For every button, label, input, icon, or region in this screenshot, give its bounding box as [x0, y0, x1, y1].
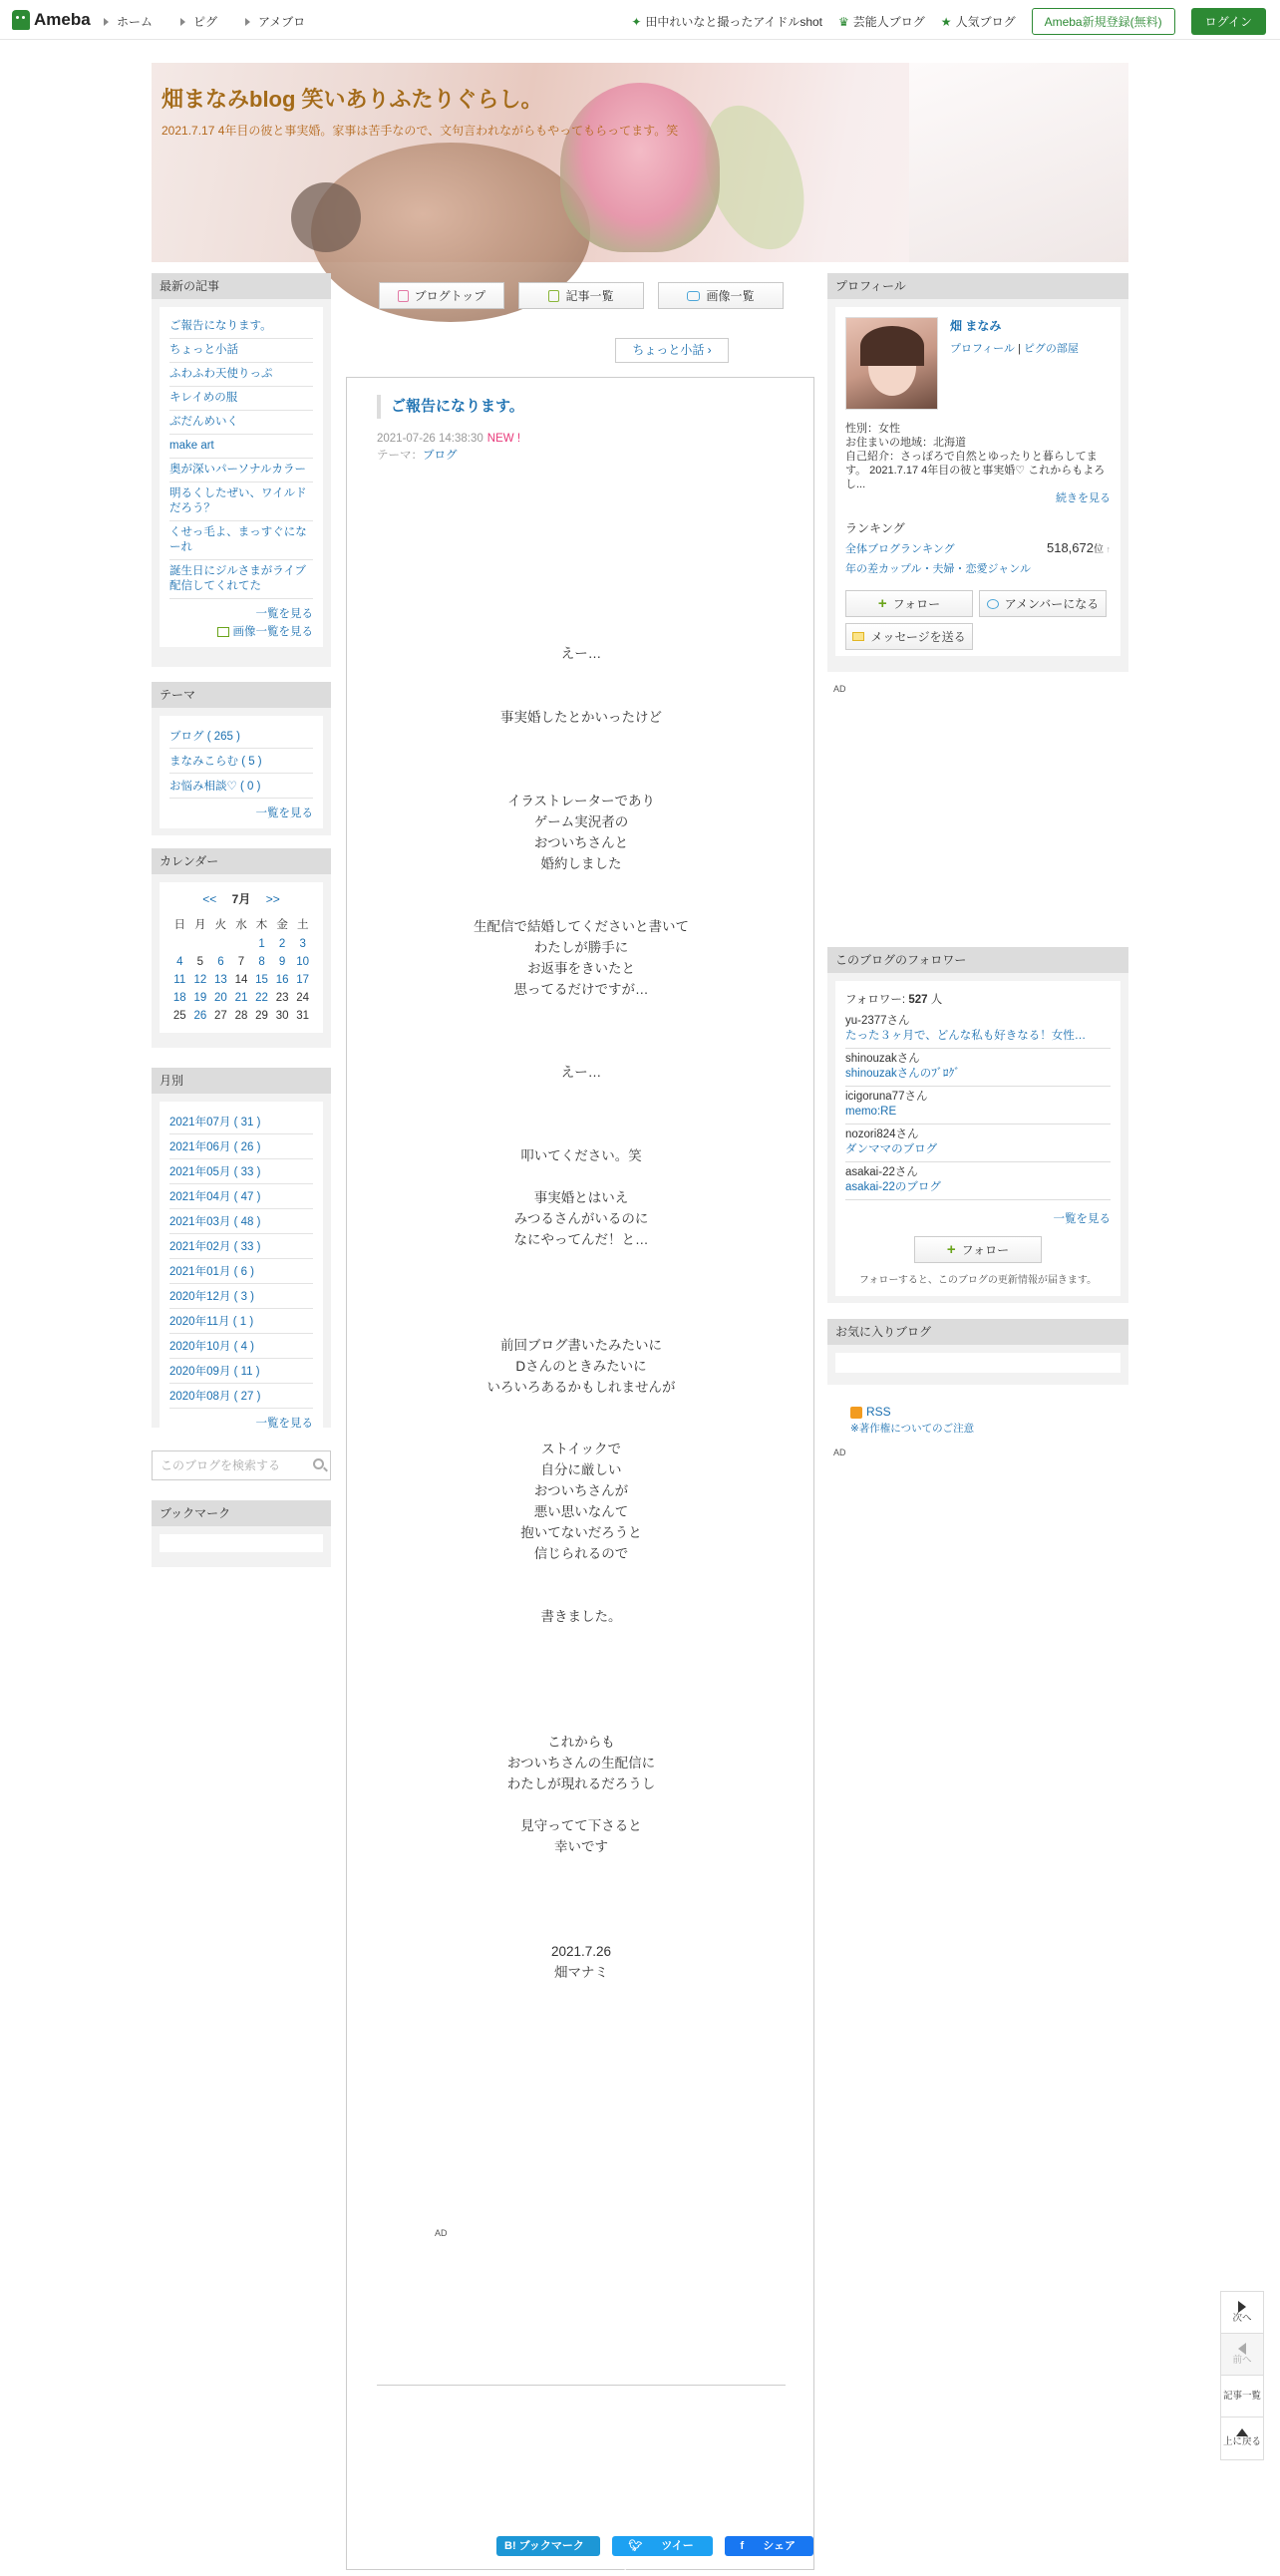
profile-details	[845, 422, 1111, 505]
recent-articles-list	[169, 315, 313, 599]
article-list-float[interactable]: 記事一覧	[1221, 2376, 1263, 2417]
article-paragraph: ストイックで 自分に厳しい おついちさんが 悪い思いなんて 抱いてないだろうと 信じられるので	[520, 1442, 642, 1561]
monthly-item[interactable]: 2020年10月 ( 4 )	[169, 1334, 313, 1359]
prev-article-float: 前へ	[1221, 2334, 1263, 2376]
up-arrow-icon	[1236, 2428, 1248, 2436]
register-button[interactable]: Ameba新規登録(無料)	[1032, 8, 1175, 35]
calendar-month: 7月	[231, 892, 251, 906]
profile-gender: 性別：女性	[845, 423, 900, 435]
article-theme-link[interactable]: ブログ	[423, 450, 458, 462]
follower-item	[845, 1087, 1111, 1125]
follow-button[interactable]: + フォロー	[845, 590, 973, 617]
profile-links: プロフィール | ピグの部屋	[950, 343, 1079, 355]
recent-article-item[interactable]: make art	[169, 435, 313, 459]
monthly-item[interactable]: 2020年08月 ( 27 )	[169, 1384, 313, 1409]
calendar-weekdays: 日 月 火 水 木 金 土	[173, 919, 309, 931]
image-more-link[interactable]: 画像一覧を見る	[232, 626, 313, 638]
followers-panel	[827, 947, 1128, 1303]
article-paragraph: えー…	[560, 646, 602, 661]
follower-blog-link[interactable]: memo:RE	[845, 1106, 897, 1118]
search-placeholder: このブログを検索する	[160, 1458, 281, 1472]
follower-user: yu-2377さん	[845, 1015, 910, 1027]
article-divider	[377, 2385, 786, 2386]
article-paragraph: 前回ブログ書いたみたいに Dさんのときみたいに いろいろあるかもしれませんが	[486, 1338, 676, 1395]
ranking-genre-link[interactable]: 年の差カップル・夫婦・恋愛ジャンル	[845, 563, 1031, 575]
monthly-item[interactable]: 2021年07月 ( 31 )	[169, 1110, 313, 1134]
celebrity-blog-link[interactable]: ♛ 芸能人ブログ	[838, 15, 925, 29]
theme-item[interactable]: お悩み相談♡ ( 0 )	[169, 774, 313, 799]
calendar-body	[160, 882, 323, 1033]
calendar-day: 31	[296, 1010, 310, 1022]
monthly-item[interactable]: 2020年09月 ( 11 )	[169, 1359, 313, 1384]
monthly-panel	[152, 1068, 331, 1428]
pigg-room-link[interactable]: ピグの部屋	[1023, 343, 1079, 355]
calendar-grid	[169, 913, 313, 1025]
recent-articles-body	[160, 307, 323, 647]
monthly-item[interactable]: 2021年03月 ( 48 )	[169, 1209, 313, 1234]
new-badge: NEW !	[486, 433, 521, 445]
ad-label: AD	[435, 2228, 448, 2238]
nav-ameblo[interactable]: アメブロ	[245, 13, 305, 30]
document-icon	[398, 290, 409, 302]
next-article-button[interactable]: ちょっと小話 ›	[615, 338, 729, 363]
arrow-icon	[104, 18, 109, 26]
rss-icon	[850, 1407, 862, 1419]
calendar-day: 14	[234, 974, 248, 986]
calendar-day[interactable]: 16	[275, 974, 289, 986]
followers-heading: このブログのフォロワー	[827, 947, 1128, 973]
recent-article-item[interactable]: キレイめの服	[169, 387, 313, 411]
crown-icon: ♛	[838, 15, 849, 29]
message-button[interactable]: メッセージを送る	[845, 623, 973, 650]
follower-blog-link[interactable]: たった３ヶ月で、どんな私も好きなる！女性…	[845, 1030, 1087, 1042]
calendar-day[interactable]: 11	[173, 974, 186, 986]
article	[346, 377, 814, 2570]
popular-blog-link[interactable]: ★ 人気ブログ	[940, 15, 1016, 29]
hatena-bookmark-button[interactable]: B! ブックマーク 0	[496, 2536, 600, 2556]
monthly-item[interactable]: 2021年02月 ( 33 )	[169, 1234, 313, 1259]
back-to-top-float[interactable]: 上に戻る	[1221, 2417, 1263, 2459]
amember-icon	[987, 599, 999, 609]
blog-title[interactable]: 畑まなみblog 笑いありふたりぐらし。	[161, 87, 543, 112]
followers-more-link[interactable]: 一覧を見る	[1053, 1213, 1111, 1225]
star-icon: ✦	[631, 15, 642, 29]
star-icon: ★	[940, 15, 952, 29]
article-paragraph: イラストレーターであり ゲーム実況者の おついちさんと 婚約しました	[506, 794, 656, 871]
monthly-item[interactable]: 2021年04月 ( 47 )	[169, 1184, 313, 1209]
calendar-day: 24	[296, 992, 310, 1004]
profile-link[interactable]: プロフィール	[950, 343, 1015, 355]
calendar-panel	[152, 848, 331, 1048]
calendar-day[interactable]: 15	[255, 974, 268, 986]
followers-body	[835, 981, 1120, 1296]
ranking-unit: 位	[1093, 544, 1104, 555]
calendar-day: 5	[196, 956, 204, 968]
theme-more-wrap	[169, 799, 313, 820]
monthly-item[interactable]: 2021年01月 ( 6 )	[169, 1259, 313, 1284]
logo-text: Ameba	[34, 10, 91, 29]
recent-article-item[interactable]: 誕生日にジルさまがライブ配信してくれてた	[169, 560, 313, 599]
bookmark-heading: ブックマーク	[152, 1500, 331, 1526]
calendar-day: 30	[275, 1010, 289, 1022]
calendar-nav	[169, 890, 313, 907]
ranking-label: ランキング	[845, 521, 905, 535]
recent-article-item[interactable]: 明るくしたぜい、ワイルドだろう？	[169, 483, 313, 521]
follower-item	[845, 1162, 1111, 1200]
follower-item	[845, 1049, 1111, 1087]
calendar-day[interactable]: 3	[299, 938, 306, 950]
theme-item[interactable]: まなみこらむ ( 5 )	[169, 749, 313, 774]
follower-user: nozori824さん	[845, 1128, 919, 1140]
follower-list	[845, 1011, 1111, 1200]
article-paragraph: 書きました。	[540, 1609, 622, 1624]
hamster-ear-image	[291, 182, 361, 252]
article-paragraph: 叩いてください。笑	[520, 1148, 642, 1163]
calendar-day[interactable]: 1	[258, 938, 265, 950]
calendar-day[interactable]: 4	[176, 956, 183, 968]
article-paragraph: これからも おついちさんの生配信に わたしが現れるだろうし	[506, 1735, 656, 1791]
article-meta	[377, 431, 520, 465]
monthly-heading: 月別	[152, 1068, 331, 1094]
follower-blog-link[interactable]: shinouzakさんのﾌﾞﾛｸﾞ	[845, 1068, 961, 1080]
monthly-list	[169, 1110, 313, 1409]
profile-body	[835, 307, 1120, 656]
follower-item	[845, 1011, 1111, 1049]
calendar-day: 7	[237, 956, 245, 968]
search-icon[interactable]	[313, 1458, 324, 1469]
ranking-value: 518,672	[1046, 540, 1094, 555]
next-article-float[interactable]: 次へ	[1221, 2292, 1263, 2334]
recent-more-wrap	[169, 599, 313, 621]
image-more-wrap	[169, 621, 313, 639]
calendar-day[interactable]: 8	[258, 956, 265, 968]
follower-blog-link[interactable]: ダンママのブログ	[845, 1143, 938, 1155]
calendar-heading: カレンダー	[152, 848, 331, 874]
calendar-day[interactable]: 19	[193, 992, 207, 1004]
recent-articles-panel	[152, 273, 331, 667]
monthly-body	[160, 1102, 323, 1439]
monthly-item[interactable]: 2020年12月 ( 3 )	[169, 1284, 313, 1309]
profile-actions	[845, 590, 1111, 617]
share-bar	[496, 2536, 813, 2572]
calendar-day[interactable]: 12	[193, 974, 207, 986]
back-icon	[1238, 2343, 1246, 2355]
envelope-icon	[852, 632, 864, 641]
article-list-button[interactable]: 記事一覧	[518, 282, 644, 309]
list-icon	[548, 290, 559, 302]
login-button[interactable]: ログイン	[1191, 8, 1266, 35]
nav-pigg[interactable]: ピグ	[180, 13, 217, 30]
flower-image	[560, 83, 720, 252]
theme-item[interactable]: ブログ ( 265 )	[169, 724, 313, 749]
play-icon	[1238, 2301, 1246, 2313]
monthly-item[interactable]: 2021年06月 ( 26 )	[169, 1134, 313, 1159]
profile-more-link[interactable]: 続きを見る	[1056, 492, 1111, 504]
calendar-day[interactable]: 6	[217, 956, 224, 968]
blog-nav-buttons	[379, 282, 784, 309]
theme-body	[160, 716, 323, 828]
arrow-icon	[245, 18, 250, 26]
follower-item	[845, 1125, 1111, 1162]
amember-button[interactable]: アメンバーになる	[979, 590, 1107, 617]
profile-name[interactable]: 畑 まなみ	[950, 319, 1002, 333]
recent-article-item[interactable]: くせっ毛よ、まっすぐになーれ	[169, 521, 313, 560]
profile-intro: 自己紹介：さっぽろで自然とゆったりと暮らしてます。 2021.7.17 4年目の彼と事実婚♡ これからもよろし...	[845, 451, 1106, 490]
calendar-day[interactable]: 21	[234, 992, 248, 1004]
theme-panel	[152, 682, 331, 835]
calendar-day: 28	[234, 1010, 248, 1022]
follower-user: icigoruna77さん	[845, 1091, 928, 1103]
article-paragraph: 事実婚とはいえ みつるさんがいるのに なにやってんだ！と…	[513, 1190, 649, 1247]
follower-count: フォロワー: 527 人	[845, 994, 943, 1006]
recent-articles-heading: 最新の記事	[152, 273, 331, 299]
nav-home[interactable]: ホーム	[104, 13, 153, 30]
theme-more-link[interactable]: 一覧を見る	[255, 807, 313, 819]
image-list-icon	[217, 627, 229, 637]
favorites-body	[835, 1353, 1120, 1373]
article-paragraph: えー…	[560, 1065, 602, 1080]
article-paragraph: 事実婚したとかいったけど	[500, 710, 662, 725]
calendar-day: 27	[214, 1010, 227, 1022]
recent-article-item[interactable]: ふわふわ天使りっぷ	[169, 363, 313, 387]
monthly-item[interactable]: 2020年11月 ( 1 )	[169, 1309, 313, 1334]
top-bar	[0, 0, 1280, 40]
copyright-note-link[interactable]: ※著作権についてのご注意	[850, 1423, 975, 1435]
bookmark-body	[160, 1534, 323, 1552]
top-right	[631, 8, 1266, 35]
follower-blog-link[interactable]: asakai-22のブログ	[845, 1181, 941, 1193]
theme-list	[169, 724, 313, 799]
arrow-icon	[180, 18, 185, 26]
profile-info	[950, 317, 1079, 356]
calendar-day[interactable]: 22	[255, 992, 268, 1004]
profile-panel	[827, 273, 1128, 672]
recent-article-item[interactable]: ご報告になります。	[169, 315, 313, 339]
article-theme-label: テーマ：	[377, 450, 423, 462]
recent-article-item[interactable]: ちょっと小話	[169, 339, 313, 363]
calendar-day[interactable]: 20	[214, 992, 227, 1004]
ad-label: AD	[833, 684, 846, 694]
calendar-day[interactable]: 17	[296, 974, 310, 986]
calendar-day[interactable]: 9	[278, 956, 286, 968]
rss-link[interactable]: RSS	[850, 1405, 974, 1419]
tweet-button[interactable]: 🐦︎ ツイート	[612, 2536, 712, 2556]
profile-heading: プロフィール	[827, 273, 1128, 299]
calendar-day[interactable]: 13	[214, 974, 227, 986]
rss-block	[850, 1405, 974, 1436]
calendar-day[interactable]: 18	[172, 992, 186, 1004]
calendar-day[interactable]: 26	[193, 1010, 207, 1022]
blog-description: 2021.7.17 4年目の彼と事実婚。家事は苦手なので、文句言われながらもやってもらってます。笑	[161, 124, 679, 138]
ranking-row	[845, 540, 1111, 556]
monthly-item[interactable]: 2021年05月 ( 33 )	[169, 1159, 313, 1184]
calendar-day: 23	[275, 992, 289, 1004]
article-date: 2021-07-26 14:38:30	[377, 433, 483, 445]
follow-note: フォローすると、このブログの更新情報が届きます。	[858, 1275, 1098, 1286]
article-paragraph: 2021.7.26 畑マナミ	[550, 1944, 612, 1980]
ranking-arrow-icon: ↑	[1103, 544, 1111, 554]
follow-button-bottom[interactable]: + フォロー	[914, 1236, 1042, 1263]
recent-more-link[interactable]: 一覧を見る	[255, 608, 313, 620]
favorites-heading: お気に入りブログ	[827, 1319, 1128, 1345]
monthly-more-wrap	[169, 1409, 313, 1431]
profile-area: お住まいの地域：北海道	[845, 437, 966, 449]
image-list-button[interactable]: 画像一覧	[658, 282, 784, 309]
monthly-more-link[interactable]: 一覧を見る	[255, 1418, 313, 1430]
ad-label: AD	[833, 1448, 846, 1457]
article-title[interactable]: ご報告になります。	[377, 395, 524, 419]
blog-header-banner	[152, 63, 1128, 262]
facebook-icon: f	[740, 2540, 748, 2552]
calendar-day[interactable]: 2	[278, 938, 286, 950]
follower-user: shinouzakさん	[845, 1053, 920, 1065]
ranking-all-link[interactable]: 全体ブログランキング	[845, 543, 955, 555]
recent-article-item[interactable]: 奥が深いパーソナルカラー	[169, 459, 313, 483]
top-nav	[104, 13, 305, 30]
floating-nav	[1220, 2291, 1264, 2460]
recent-article-item[interactable]: ぶだんめいく	[169, 411, 313, 435]
calendar-prev[interactable]: <<	[202, 892, 217, 906]
bookmark-panel	[152, 1500, 331, 1567]
theme-heading: テーマ	[152, 682, 331, 708]
promo-link[interactable]: ✦ 田中れいなと撮ったアイドルshot	[631, 15, 823, 29]
favorites-panel	[827, 1319, 1128, 1385]
calendar-day[interactable]: 10	[296, 956, 310, 968]
calendar-day: 25	[172, 1010, 186, 1022]
article-paragraph: 見守ってて下さると 幸いです	[520, 1818, 642, 1854]
calendar-next[interactable]: >>	[265, 892, 280, 906]
camera-icon	[687, 291, 700, 301]
follower-user: asakai-22さん	[845, 1166, 918, 1178]
facebook-share-button[interactable]: f シェア 0	[725, 2536, 813, 2556]
twitter-icon: 🐦︎	[628, 2540, 646, 2552]
banner-background	[909, 63, 1128, 262]
calendar-day: 29	[255, 1010, 268, 1022]
blog-search-input[interactable]	[152, 1450, 331, 1480]
plus-icon: +	[877, 595, 887, 612]
blog-top-button[interactable]: ブログトップ	[379, 282, 504, 309]
followers-more-wrap	[845, 1200, 1111, 1226]
ameba-logo[interactable]	[12, 10, 91, 30]
plus-icon: +	[946, 1241, 956, 1258]
profile-avatar[interactable]	[845, 317, 938, 410]
ameba-logo-icon	[12, 10, 30, 30]
article-paragraph: 生配信で結婚してくださいと書いて わたしが勝手に お返事をきいたと 思ってるだけですが…	[474, 919, 689, 997]
